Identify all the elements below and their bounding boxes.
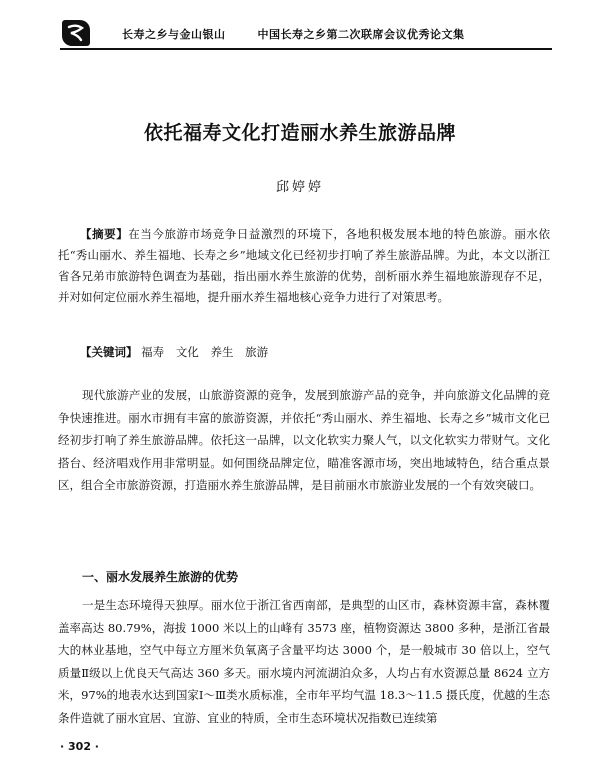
section-paragraph: 一是生态环境得天独厚。丽水位于浙江省西南部，是典型的山区市，森林资源丰富，森林覆盖率高达 80.79%，海拔 1000 米以上的山峰有 3573 座，植物资源达 3800 多种，是浙江省最大的林业基地，空气中每立方厘米负氧离子含量平均达 3000 个，是一般城市 30 倍以上，空气质量Ⅱ级以上优良天气高达 360 多天。丽水境内河流湖泊众多，人均占有水资源总量 8624 立方米，97%的地表水达到国家Ⅰ～Ⅲ类水质标准，全市年平均气温 18.3～11.5 摄氏度，优越的生态条件造就了丽水宜居、宜游、宜业的特质，全市生态环境状况指数已连续第 [58, 598, 550, 725]
header-series-right: 中国长寿之乡第二次联席会议优秀论文集 [257, 28, 465, 41]
abstract [58, 224, 550, 308]
keywords-label: 【关键词】 [80, 345, 138, 359]
section-heading: 一、丽水发展养生旅游的优势 [82, 570, 239, 584]
keyword: 文化 [175, 345, 199, 359]
page-number: · 302 · [60, 740, 99, 753]
header-rule [60, 48, 552, 50]
keyword: 养生 [210, 345, 234, 359]
calligraphy-logo-glyph [65, 23, 87, 43]
abstract-label: 【摘要】 [80, 227, 129, 241]
article-title: 依托福寿文化打造丽水养生旅游品牌 [143, 122, 456, 144]
article-author: 邱婷婷 [275, 180, 324, 195]
keyword: 福寿 [141, 345, 165, 359]
running-header [122, 26, 562, 42]
calligraphy-logo-icon [62, 20, 90, 46]
keyword: 旅游 [245, 345, 269, 359]
header-series-left: 长寿之乡与金山银山 [122, 28, 226, 41]
abstract-text: 在当今旅游市场竞争日益激烈的环境下，各地积极发展本地的特色旅游。丽水依托“秀山丽水、养生福地、长寿之乡”地域文化已经初步打响了养生旅游品牌。为此，本文以浙江省各兄弟市旅游特色调查为基础，指出丽水养生旅游的优势，剖析丽水养生福地旅游现存不足，并对如何定位丽水养生福地，提升丽水养生福地核心竞争力进行了对策思考。 [58, 227, 550, 304]
keywords [80, 342, 550, 363]
intro-paragraph: 现代旅游产业的发展，山旅游资源的竞争，发展到旅游产品的竞争，并向旅游文化品牌的竞争快速推进。丽水市拥有丰富的旅游资源，并依托“秀山丽水、养生福地、长寿之乡”城市文化已经初步打响了养生旅游品牌。依托这一品牌，以文化软实力聚人气，以文化软实力带财气。文化搭台、经济唱戏作用非常明显。如何围绕品牌定位，瞄准客源市场，突出地域特色，结合重点景区，组合全市旅游资源，打造丽水养生旅游品牌，是目前丽水市旅游业发展的一个有效突破口。 [58, 388, 550, 492]
